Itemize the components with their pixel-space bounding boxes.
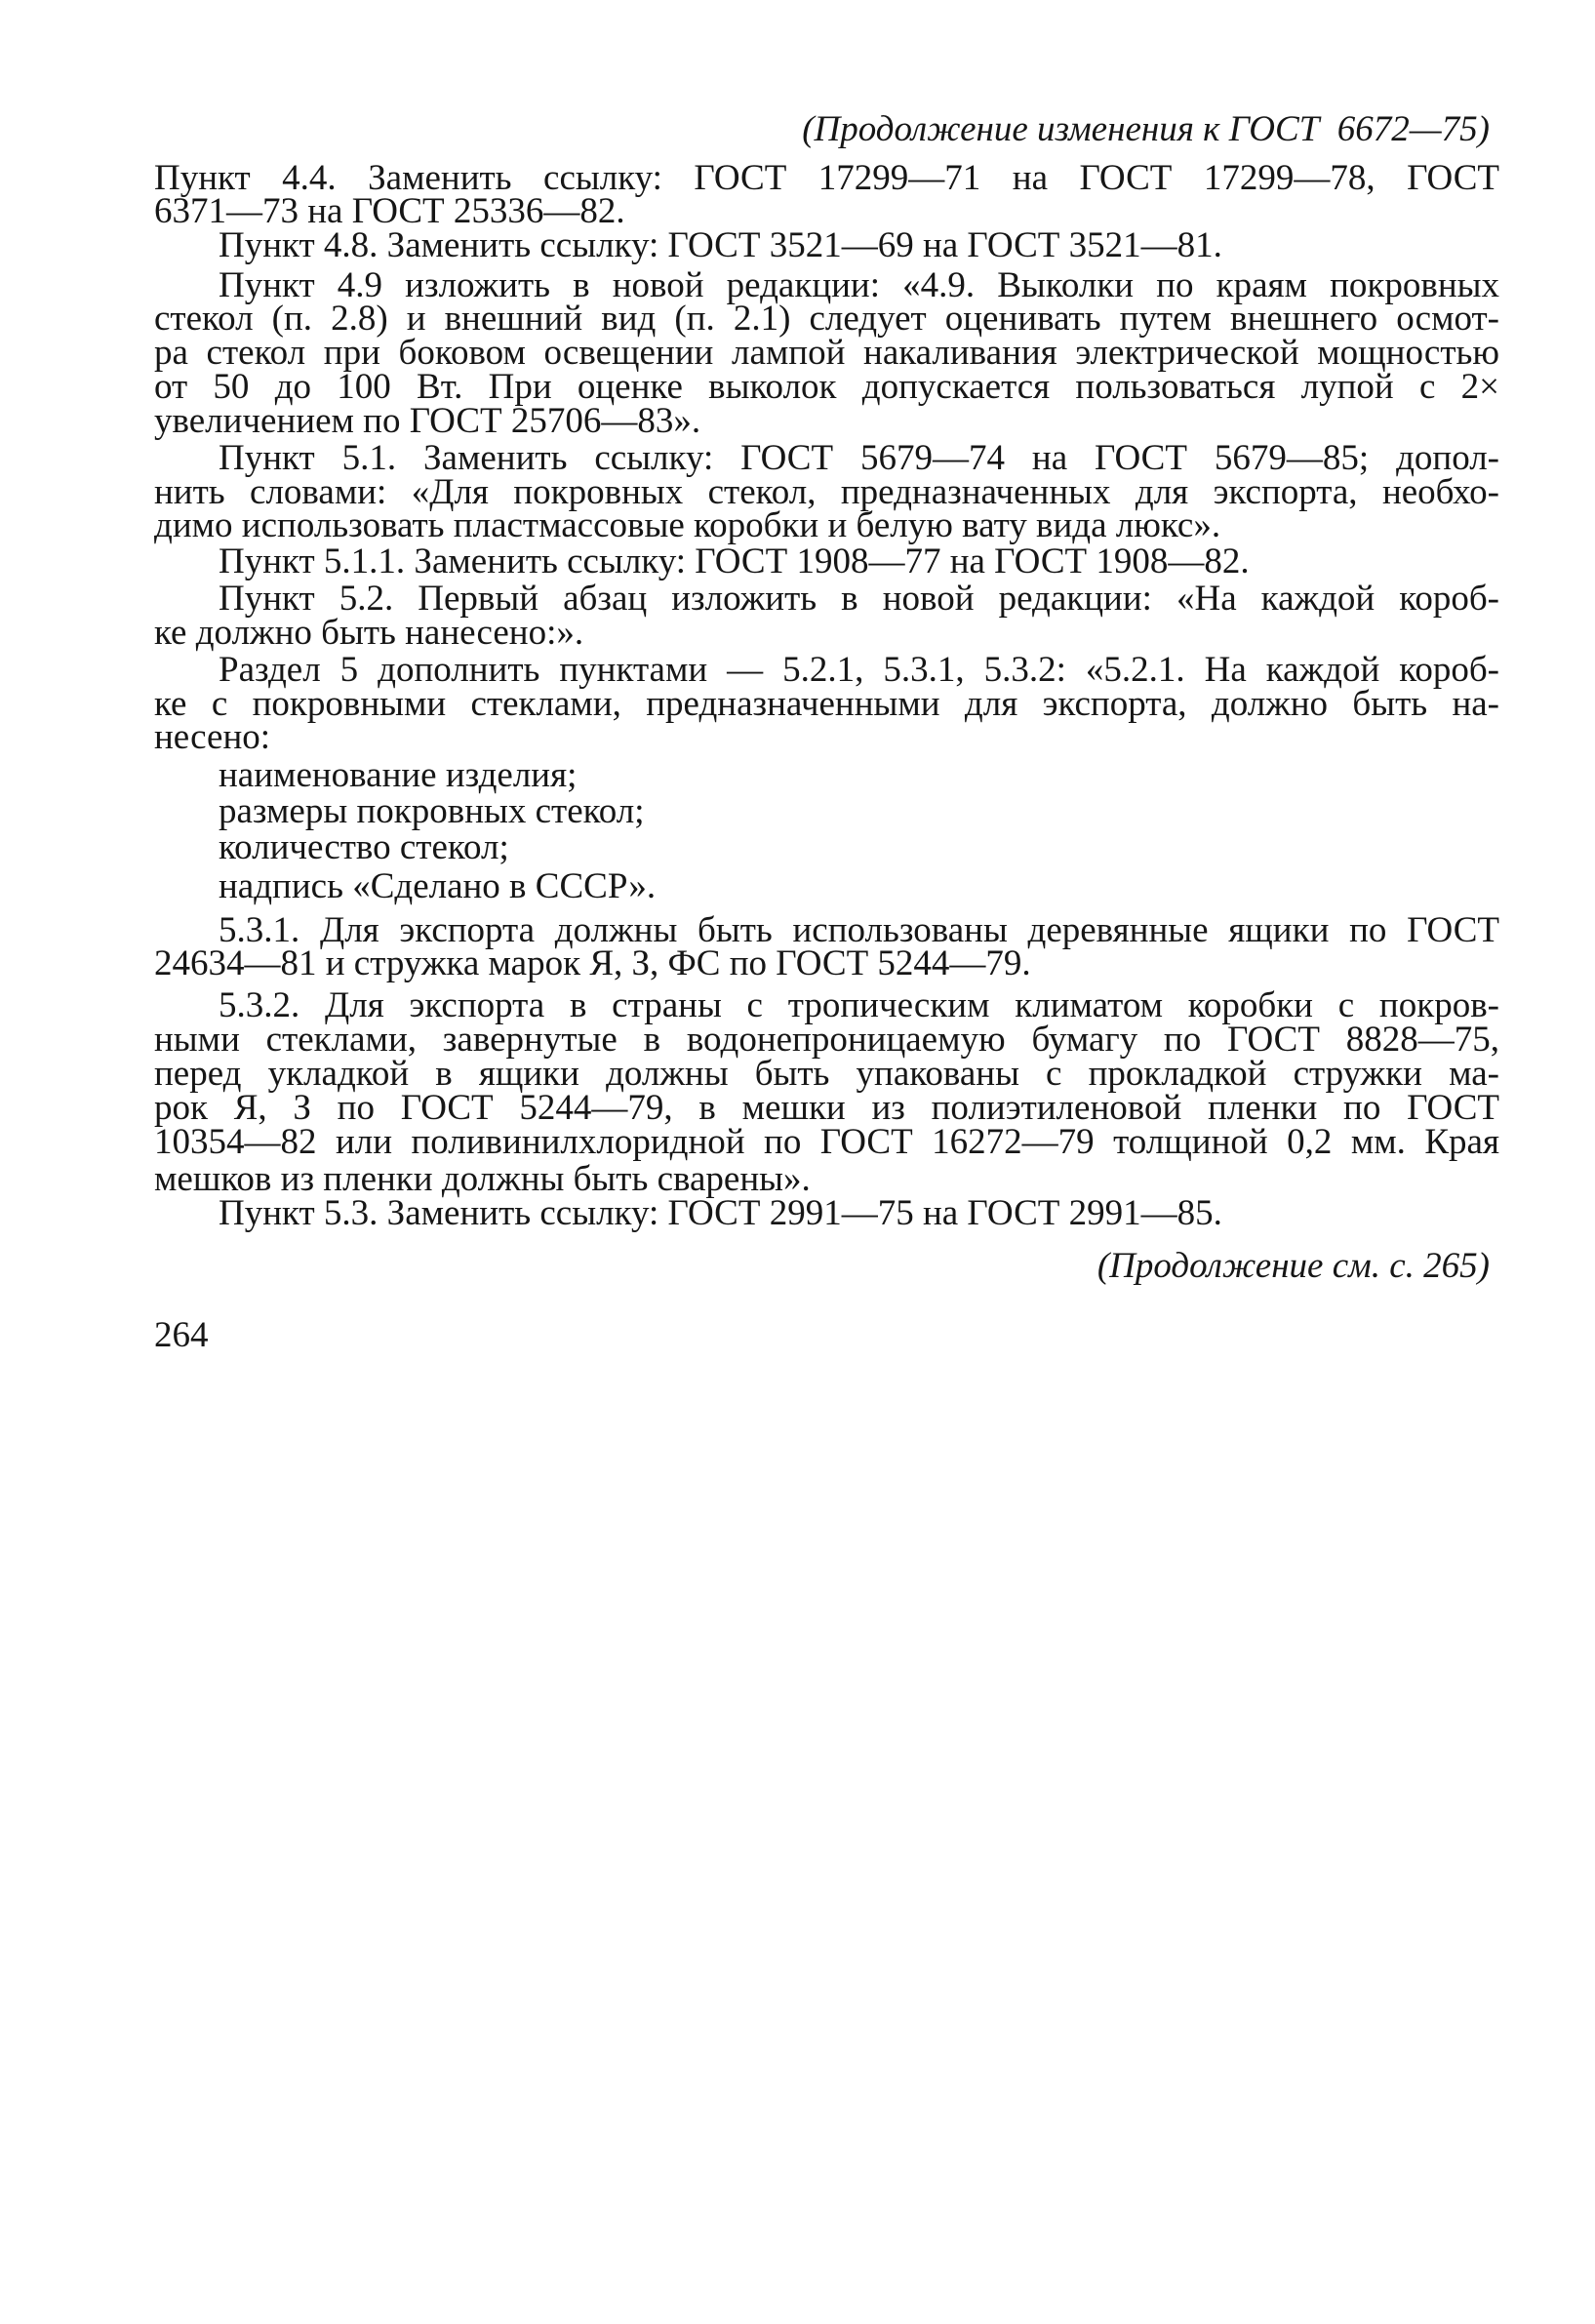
text-line: стекол (п. 2.8) и внешний вид (п. 2.1) следует оценивать путем внешнего осмот-	[154, 299, 1499, 339]
text-line: Пункт 5.3. Заменить ссылку: ГОСТ 2991—75 на ГОСТ 2991—85.	[219, 1193, 1222, 1233]
text-line: Пункт 5.1.1. Заменить ссылку: ГОСТ 1908—77 на ГОСТ 1908—82.	[219, 541, 1250, 581]
continuation-footer: (Продолжение см. с. 265)	[1097, 1246, 1490, 1286]
text-line: рок Я, З по ГОСТ 5244—79, в мешки из полиэтиленовой пленки по ГОСТ	[154, 1088, 1499, 1128]
text-line: мешков из пленки должны быть сварены».	[154, 1159, 811, 1199]
list-item: наименование изделия;	[219, 755, 578, 795]
text-line: несено:	[154, 717, 271, 757]
list-item: размеры покровных стекол;	[219, 791, 645, 831]
text-line: нить словами: «Для покровных стекол, предназначенных для экспорта, необхо-	[154, 472, 1499, 512]
text-line: ра стекол при боковом освещении лампой накаливания электрической мощностью	[154, 333, 1499, 373]
text-line: 5.3.1. Для экспорта должны быть использованы деревянные ящики по ГОСТ	[219, 910, 1499, 950]
text-line: Пункт 4.4. Заменить ссылку: ГОСТ 17299—71 на ГОСТ 17299—78, ГОСТ	[154, 158, 1499, 198]
text-line: ке должно быть нанесено:».	[154, 613, 584, 653]
text-line: 24634—81 и стружка марок Я, З, ФС по ГОСТ 5244—79.	[154, 943, 1031, 983]
list-item: надпись «Сделано в СССР».	[219, 866, 657, 906]
text-line: от 50 до 100 Вт. При оценке выколок допускается пользоваться лупой с 2×	[154, 367, 1499, 407]
text-line: Пункт 4.8. Заменить ссылку: ГОСТ 3521—69 на ГОСТ 3521—81.	[219, 225, 1222, 265]
page-number: 264	[154, 1315, 209, 1355]
text-line: 5.3.2. Для экспорта в страны с тропическим климатом коробки с покров-	[219, 985, 1499, 1025]
text-line: Пункт 4.9 изложить в новой редакции: «4.9. Выколки по краям покровных	[219, 265, 1499, 305]
text-line: Пункт 5.1. Заменить ссылку: ГОСТ 5679—74 на ГОСТ 5679—85; допол-	[219, 438, 1499, 478]
text-line: перед укладкой в ящики должны быть упакованы с прокладкой стружки ма-	[154, 1054, 1499, 1094]
text-line: Раздел 5 дополнить пунктами — 5.2.1, 5.3.1, 5.3.2: «5.2.1. На каждой короб-	[219, 650, 1499, 690]
text-line: димо использовать пластмассовые коробки и белую вату вида люкс».	[154, 505, 1221, 545]
text-line: увеличением по ГОСТ 25706—83».	[154, 401, 701, 441]
text-line: ке с покровными стеклами, предназначенными для экспорта, должно быть на-	[154, 684, 1499, 724]
text-line: 6371—73 на ГОСТ 25336—82.	[154, 191, 625, 231]
continuation-header: (Продолжение изменения к ГОСТ 6672—75)	[802, 109, 1490, 149]
list-item: количество стекол;	[219, 827, 509, 867]
text-line: ными стеклами, завернутые в водонепроницаемую бумагу по ГОСТ 8828—75,	[154, 1020, 1499, 1060]
text-line: 10354—82 или поливинилхлоридной по ГОСТ 16272—79 толщиной 0,2 мм. Края	[154, 1122, 1499, 1162]
text-line: Пункт 5.2. Первый абзац изложить в новой редакции: «На каждой короб-	[219, 579, 1499, 619]
